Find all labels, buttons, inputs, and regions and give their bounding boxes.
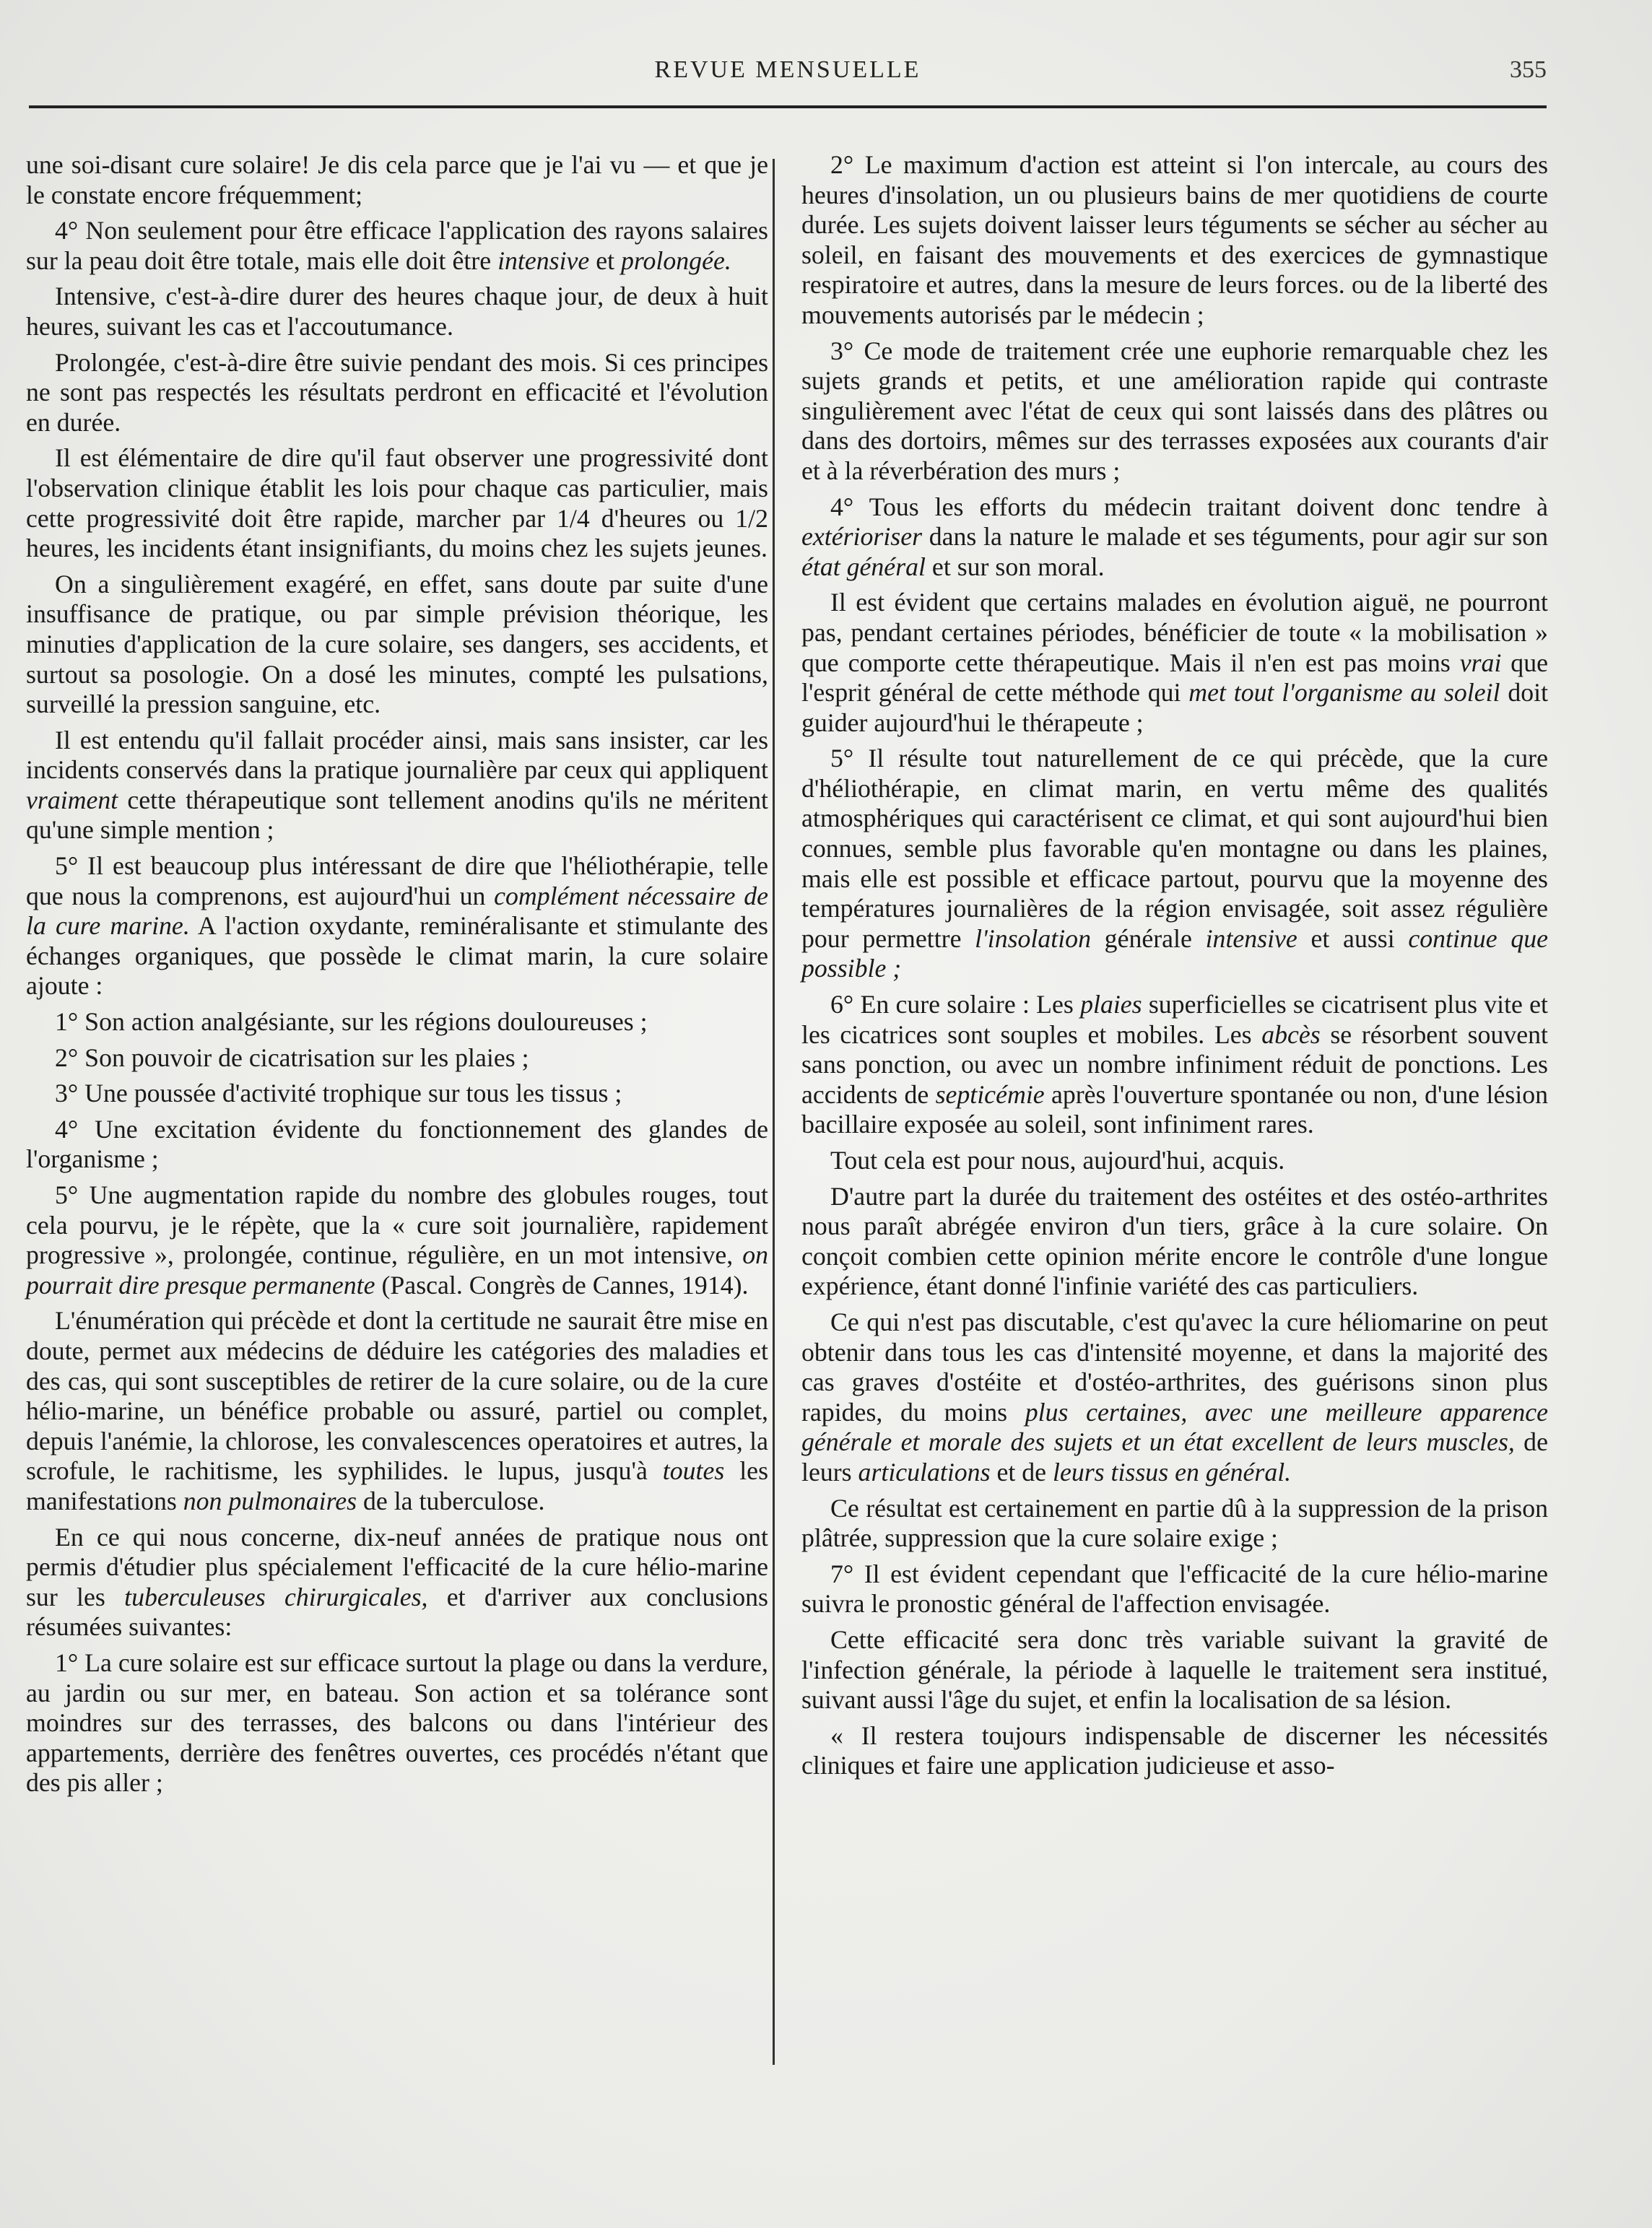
text-run: Intensive, c'est-à-dire durer des heures chaque jour, de deux à huit heures, suivant les cas et l'accoutumance. (26, 282, 768, 341)
italic-text: continue que possible ; (801, 923, 1549, 983)
italic-text: tuberculeuses chirurgicales, (124, 1582, 428, 1611)
paragraph (26, 1079, 768, 1109)
text-run: dans la nature le malade et ses téguments, pour agir sur son (922, 522, 1548, 552)
text-run: Ce qui n'est pas discutable, c'est qu'avec la cure héliomarine on peut obtenir dans tous les cas d'intensité moyenne, et dans la majorité des cas graves d'ostéite et d'ostéo-arthrites, des guérisons sinon plus rapides, du moins (801, 1307, 1548, 1427)
text-run: L'énumération qui précède et dont la certitude ne saurait être mise en doute, permet aux médecins de déduire les catégories des maladies et des cas, qui sont susceptibles de retirer de la cure solaire, ou de la cure hélio-marine, un bénéfice probable ou assuré, partiel ou complet, depuis l'anémie, la chlorose, les convalescences operatoires et autres, la scrofule, le rachitisme, les syphilides. le lupus, jusqu'à (26, 1306, 768, 1486)
text-run: superficielles se cicatrisent plus vite et les cicatrices sont souples et mobiles. Les (801, 990, 1548, 1049)
text-run: A l'action oxydante, reminéralisante et stimulante des échanges organiques, que possède le climat marin, la cure solaire ajoute : (26, 911, 768, 1001)
paragraph (801, 492, 1548, 583)
text-run: 6° En cure solaire : Les (830, 990, 1081, 1019)
italic-text: leurs tissus en général. (1053, 1457, 1292, 1487)
paragraph (801, 1494, 1548, 1554)
paragraph (26, 1648, 768, 1798)
paragraph (26, 1180, 768, 1300)
text-run: et de (990, 1457, 1053, 1487)
text-run: 4° Tous les efforts du médecin traitant doivent donc tendre à (830, 492, 1548, 521)
text-run: En ce qui nous concerne, dix-neuf années de pratique nous ont permis d'étudier plus spécialement l'efficacité de la cure hélio-marine sur les (26, 1522, 768, 1611)
text-run: et sur son moral. (925, 552, 1105, 581)
header-rule (29, 105, 1547, 108)
paragraph (26, 1523, 768, 1642)
text-run: Ce résultat est certainement en partie dû à la suppression de la prison plâtrée, suppression que la cure solaire exige ; (801, 1493, 1548, 1553)
italic-text: plus certaines, avec une meilleure apparence générale et morale des sujets et un état excellent de leurs muscles, (801, 1397, 1548, 1457)
paragraph (26, 216, 768, 276)
italic-text: vraiment (26, 785, 118, 814)
text-run: se résorbent souvent sans ponction, ou avec un nombre infiniment réduit de ponctions. Les accidents de (801, 1019, 1548, 1109)
paragraph (26, 1115, 768, 1175)
paragraph (801, 990, 1548, 1140)
text-run: et (589, 245, 622, 275)
text-run: 3° Une poussée d'activité trophique sur tous les tissus ; (55, 1079, 622, 1108)
paragraph (801, 744, 1548, 984)
text-run: (Pascal. Congrès de Cannes, 1914). (375, 1270, 749, 1300)
paragraph (26, 1043, 768, 1074)
paragraph (801, 1559, 1548, 1619)
italic-text: intensive (1205, 923, 1297, 953)
text-run: doit guider aujourd'hui le thérapeute ; (801, 678, 1549, 737)
paragraph (26, 150, 768, 210)
italic-text: vrai (1459, 648, 1502, 677)
italic-text: complément nécessaire de la cure marine. (26, 881, 768, 941)
italic-text: met tout l'organisme au soleil (1188, 678, 1500, 708)
text-run: 2° Le maximum d'action est atteint si l'on intercale, au cours des heures d'insolation, un ou plusieurs bains de mer quotidiens de courte durée. Les sujets doivent laisser leurs téguments se sécher au sécher au soleil, en faisant des mouvements et des exercices de gymnastique respiratoire et autres, dans la mesure de leurs forces. ou de la liberté des mouvements autorisés par le médecin ; (801, 150, 1548, 329)
text-run: et aussi (1297, 923, 1409, 953)
text-run: et d'arriver aux conclusions résumées suivantes: (26, 1582, 768, 1642)
text-run: 4° Non seulement pour être efficace l'application des rayons salaires sur la peau doit être totale, mais elle doit être (26, 216, 768, 275)
italic-text: on pourrait dire presque permanente (26, 1240, 768, 1300)
text-run: Prolongée, c'est-à-dire être suivie pendant des mois. Si ces principes ne sont pas respectés les résultats perdront en efficacité et l'évolution en durée. (26, 347, 768, 437)
paragraph (801, 1146, 1548, 1176)
text-run: « Il restera toujours indispensable de discerner les nécessités cliniques et faire une application judicieuse et asso- (801, 1720, 1548, 1780)
paragraph (801, 336, 1548, 487)
text-run: de la tuberculose. (357, 1486, 545, 1515)
text-run: générale (1090, 923, 1206, 953)
paragraph (801, 1182, 1548, 1302)
page-header (29, 56, 1547, 107)
italic-text: septicémie (935, 1079, 1045, 1109)
paragraph (26, 443, 768, 563)
italic-text: l'insolation (975, 923, 1091, 953)
text-run: une soi-disant cure solaire! Je dis cela parce que je l'ai vu — et que je le constate encore fréquemment; (26, 150, 768, 209)
text-run: 4° Une excitation évidente du fonctionnement des glandes de l'organisme ; (26, 1114, 768, 1174)
text-run: 5° Une augmentation rapide du nombre des globules rouges, tout cela pourvu, je le répète, que la « cure soit journalière, rapidement progressive », prolongée, continue, régulière, en un mot intensive, (26, 1180, 768, 1270)
text-run: 1° Son action analgésiante, sur les régions douloureuses ; (55, 1007, 648, 1037)
italic-text: prolongée. (621, 245, 731, 275)
text-run: cette thérapeutique sont tellement anodins qu'ils ne méritent qu'une simple mention ; (26, 785, 768, 845)
text-run: Il est évident que certains malades en évolution aiguë, ne pourront pas, pendant certaines périodes, bénéficier de toute « la mobilisation » que comporte cette thérapeutique. Mais il n'en est pas moins (801, 588, 1548, 677)
running-title: REVUE MENSUELLE (654, 56, 921, 83)
paragraph (26, 282, 768, 341)
paragraph (801, 150, 1548, 331)
text-run: 3° Ce mode de traitement crée une euphorie remarquable chez les sujets grands et petits, et une amélioration rapide qui contraste singulièrement avec l'état de ceux qui sont laissés dans des plâtres ou dans des dortoirs, mêmes sur des terrasses exposées aux courants d'air et à la réverbération des murs ; (801, 336, 1548, 485)
italic-text: plaies (1080, 990, 1142, 1019)
left-column (26, 150, 768, 1804)
text-run: après l'ouverture spontanée ou non, d'une lésion bacillaire exposée au soleil, sont infiniment rares. (801, 1079, 1549, 1139)
text-run: de leurs (801, 1427, 1548, 1487)
italic-text: état général (801, 552, 926, 581)
paragraph (26, 348, 768, 438)
italic-text: non pulmonaires (183, 1486, 357, 1515)
italic-text: abcès (1261, 1019, 1321, 1049)
paragraph (801, 1721, 1548, 1781)
paragraph (26, 1007, 768, 1037)
paragraph (801, 1307, 1548, 1488)
text-run: que l'esprit général de cette méthode qui (801, 648, 1548, 708)
text-run: les manifestations (26, 1456, 768, 1515)
paragraph (26, 1306, 768, 1516)
text-run: 5° Il résulte tout naturellement de ce qui précède, que la cure d'héliothérapie, en climat marin, en vertu même des qualités atmosphériques qui caractérisent ce climat, et qui sont aujourd'hui bien connues, semble plus favorable qu'en montagne ou dans les plaines, mais elle est possible et efficace partout, pourvu que la moyenne des températures journalières de la région envisagée, soit assez régulière pour permettre (801, 744, 1548, 953)
text-run: 1° La cure solaire est sur efficace surtout la plage ou dans la verdure, au jardin ou sur mer, en bateau. Son action et sa tolérance sont moindres sur des terrasses, des balcons ou dans l'intérieur des appartements, derrière des fenêtres ouvertes, ces procédés n'étant que des pis aller ; (26, 1648, 768, 1798)
text-run: On a singulièrement exagéré, en effet, sans doute par suite d'une insuffisance de pratique, ou par simple prévision théorique, les minuties d'application de la cure solaire, ses dangers, ses accidents, et surtout sa posologie. On a dosé les minutes, compté les pulsations, surveillé la pression sanguine, etc. (26, 569, 768, 719)
paragraph (801, 1625, 1548, 1715)
paragraph (801, 588, 1548, 738)
paragraph (26, 570, 768, 720)
italic-text: extérioriser (801, 522, 923, 552)
paragraph (26, 851, 768, 1001)
right-column (801, 150, 1548, 1787)
text-run: Tout cela est pour nous, aujourd'hui, acquis. (830, 1146, 1285, 1175)
page-number: 355 (1510, 56, 1547, 83)
text-run: 2° Son pouvoir de cicatrisation sur les plaies ; (55, 1043, 529, 1072)
italic-text: intensive (497, 245, 590, 275)
text-run: D'autre part la durée du traitement des ostéites et des ostéo-arthrites nous paraît abrégée environ d'un tiers, grâce à la cure solaire. On conçoit combien cette opinion mérite encore le contrôle d'une longue expérience, étant donné l'infinie variété des cas particuliers. (801, 1181, 1548, 1301)
column-divider (773, 159, 775, 2065)
text-run: 7° Il est évident cependant que l'efficacité de la cure hélio-marine suivra le pronostic général de l'affection envisagée. (801, 1559, 1548, 1619)
text-run: Il est entendu qu'il fallait procéder ainsi, mais sans insister, car les incidents conservés dans la pratique journalière par ceux qui appliquent (26, 725, 768, 785)
text-run: 5° Il est beaucoup plus intéressant de dire que l'héliothérapie, telle que nous la comprenons, est aujourd'hui un (26, 851, 768, 910)
italic-text: articulations (858, 1457, 991, 1487)
text-run: Il est élémentaire de dire qu'il faut observer une progressivité dont l'observation clinique établit les lois pour chaque cas particulier, mais cette progressivité doit être rapide, marcher par 1/4 d'heures ou 1/2 heures, les incidents étant insignifiants, du moins chez les sujets jeunes. (26, 443, 768, 563)
paragraph (26, 726, 768, 845)
italic-text: toutes (662, 1456, 725, 1486)
text-run: Cette efficacité sera donc très variable suivant la gravité de l'infection générale, la période à laquelle le traitement sera institué, suivant aussi l'âge du sujet, et enfin la localisation de sa lésion. (801, 1624, 1548, 1715)
